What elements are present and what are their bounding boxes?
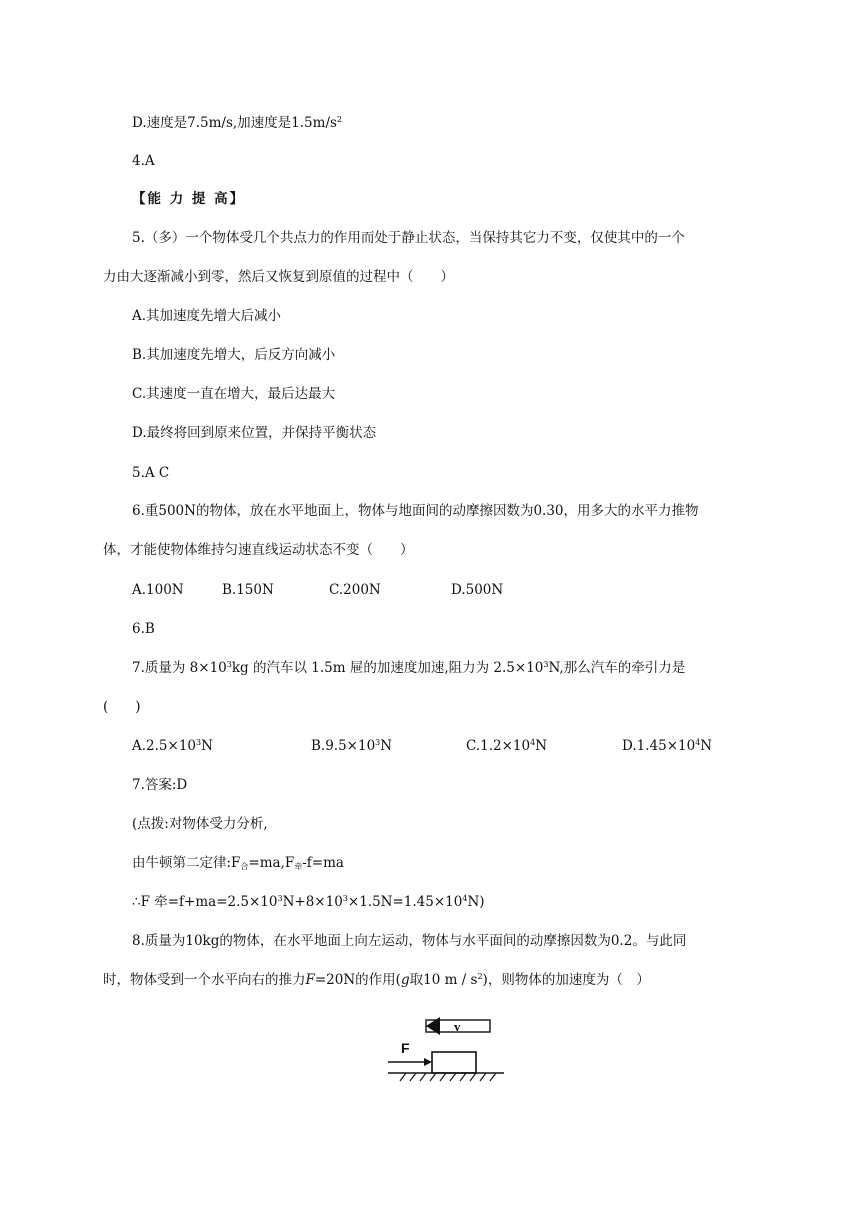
q6-answer: 6.B — [132, 621, 155, 637]
q7-answer: 7.答案:D — [132, 777, 188, 793]
force-label: F — [401, 1040, 410, 1056]
q7-option-c: $C.1.2\times 10^4N$ — [466, 738, 548, 754]
force-diagram — [384, 1012, 508, 1092]
q6-option-b: B.150N — [222, 582, 274, 598]
q6-stem-line2: 体，才能使物体维持匀速直线运动状态不变（ ） — [103, 542, 414, 558]
q8-stem-line2: 时，物体受到一个水平向右的推力F=20N的作用(g取10 m / $s^2$)，则物体的加速度为（ ） — [103, 972, 650, 988]
q4-answer: 4.A — [132, 153, 155, 169]
velocity-label: v — [454, 1019, 461, 1034]
q7-stem-line1: 7.质量为 $8\times 10^3kg$ 的汽车以 1.5m 屉的加速度加速,阻力为 $2.5\times 10^3N$,那么汽车的牵引力是 — [132, 660, 686, 676]
q8-stem-line1: 8.质量为10kg的物体，在水平地面上向左运动，物体与水平面间的动摩擦因数为0.2。与此同 — [132, 933, 687, 949]
q5-option-c: C.其速度一直在增大，最后达最大 — [132, 386, 336, 402]
q4-option-d: D.速度是7.5m/s,加速度是$1.5m/s^2$ — [132, 115, 343, 131]
q5-stem-line2: 力由大逐渐减小到零，然后又恢复到原值的过程中（ ） — [103, 269, 454, 285]
q6-stem-line1: 6.重500N的物体，放在水平地面上，物体与地面间的动摩擦因数为0.30，用多大的水平力推物 — [132, 503, 699, 519]
q7-option-a: $A.2.5\times 10^3N$ — [132, 738, 213, 754]
q6-option-d: D.500N — [451, 582, 504, 598]
q5-stem-line1: 5.（多）一个物体受几个共点力的作用而处于静止状态，当保持其它力不变，仅使其中的一个 — [132, 230, 685, 246]
q5-option-d: D.最终将回到原来位置，并保持平衡状态 — [132, 425, 377, 441]
q5-option-a: A.其加速度先增大后减小 — [132, 308, 282, 324]
section-title: 【能 力 提 高】 — [132, 191, 246, 207]
q5-answer: 5.A C — [132, 465, 170, 481]
block — [432, 1052, 476, 1073]
force-arrow-icon — [388, 1058, 432, 1066]
q6-option-a: A.100N — [132, 582, 184, 598]
q5-option-b: B.其加速度先增大，后反方向减小 — [132, 347, 336, 363]
q7-option-d: $D.1.45\times 10^4N$ — [622, 738, 713, 754]
ground-hatch-icon — [388, 1073, 504, 1081]
q7-stem-line2: ( ) — [103, 699, 141, 715]
q7-hint-line2: 由牛顿第二定律$:F_合=ma,F_牵-f=ma$ — [132, 855, 344, 871]
q7-hint-line1: (点拨:对物体受力分析, — [132, 816, 268, 832]
q7-option-b: $B.9.5\times 10^3N$ — [311, 738, 393, 754]
q7-hint-line3: ∴F 牵$=f+ma=2.5\times 10^3N+8\times 10^3\times 1.5N=1.45\times 10^4N$) — [132, 894, 485, 910]
q6-option-c: C.200N — [329, 582, 381, 598]
